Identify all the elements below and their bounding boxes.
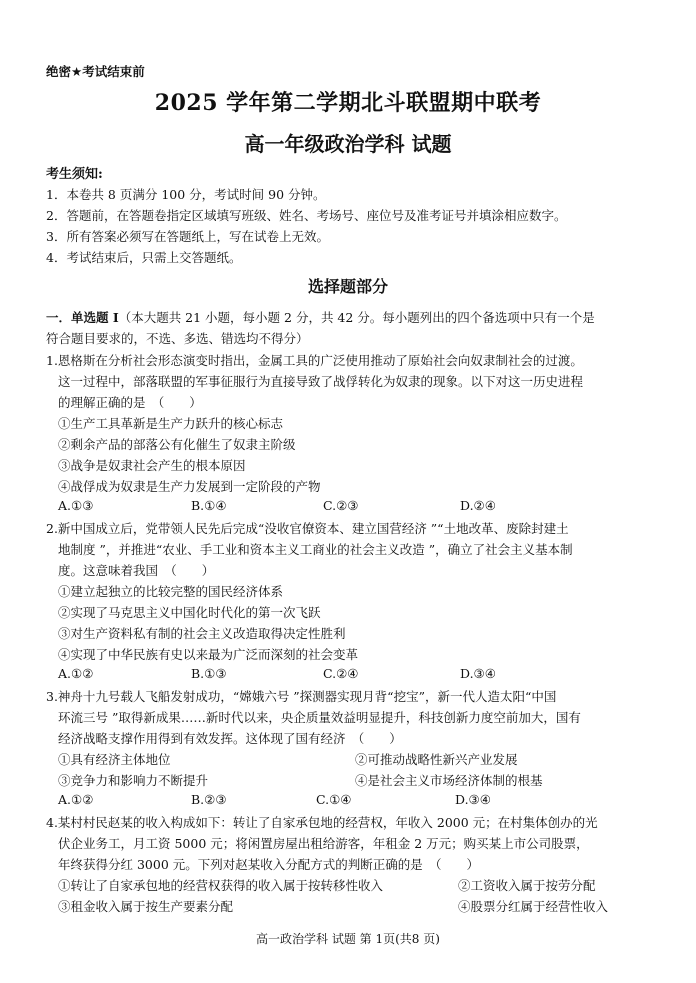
question-2-statement: ②实现了马克思主义中国化时代化的第一次飞跃 bbox=[58, 605, 321, 620]
section-heading-cont: 符合题目要求的，不选、多选、错选均不得分） bbox=[46, 331, 309, 346]
section-heading bbox=[46, 308, 595, 326]
question-3-option-b[interactable]: B.②③ bbox=[191, 792, 227, 807]
question-1-line: 这一过程中，部落联盟的军事征服行为直接导致了战俘转化为奴隶的现象。以下对这一历史进程 bbox=[58, 374, 584, 389]
question-3-option-c[interactable]: C.①④ bbox=[316, 792, 352, 807]
confidential-mark: 绝密★考试结束前 bbox=[46, 64, 145, 79]
notice-item: 3．所有答案必须写在答题纸上，写在试卷上无效。 bbox=[46, 229, 329, 244]
notice-item: 2．答题前，在答题卷指定区域填写班级、姓名、考场号、座位号及准考证号并填涂相应数字。 bbox=[46, 208, 567, 223]
question-2-statement: ③对生产资料私有制的社会主义改造取得决定性胜利 bbox=[58, 626, 346, 641]
question-1-line: 的理解正确的是 （ ） bbox=[58, 395, 202, 410]
question-1-line: 1.恩格斯在分析社会形态演变时指出，金属工具的广泛使用推动了原始社会向奴隶制社会的过渡。 bbox=[46, 353, 583, 368]
question-3-statement: ④是社会主义市场经济体制的根基 bbox=[355, 773, 543, 788]
question-2-line: 地制度 ”，并推进“农业、手工业和资本主义工商业的社会主义改造 ”，确立了社会主义基本制 bbox=[58, 542, 573, 557]
notice-heading: 考生须知: bbox=[46, 167, 103, 182]
question-1-option-b[interactable]: B.①④ bbox=[191, 498, 227, 513]
question-1-option-d[interactable]: D.②④ bbox=[460, 498, 496, 513]
question-3-statement: ①具有经济主体地位 bbox=[58, 752, 171, 767]
question-1-statement: ②剩余产品的部落公有化催生了奴隶主阶级 bbox=[58, 437, 296, 452]
exam-subtitle: 高一年级政治学科 试题 bbox=[244, 132, 452, 156]
question-1-statement: ①生产工具革新是生产力跃升的核心标志 bbox=[58, 416, 284, 431]
section-heading-text: （本大题共 21 小题，每小题 2 分，共 42 分。每小题列出的四个备选项中只有一个是 bbox=[118, 310, 595, 325]
question-4-line: 伏企业务工，月工资 5000 元；将闲置房屋出租给游客，年租金 2 万元；购买某上市公司股票， bbox=[58, 836, 589, 851]
question-2-line: 度。这意味着我国 （ ） bbox=[58, 563, 215, 578]
question-2-option-d[interactable]: D.③④ bbox=[460, 666, 496, 681]
question-1-option-a[interactable]: A.①③ bbox=[58, 498, 94, 513]
question-2-option-c[interactable]: C.②④ bbox=[323, 666, 359, 681]
question-4-statement: ①转让了自家承包地的经营权获得的收入属于按转移性收入 bbox=[58, 878, 384, 893]
question-3-line: 环流三号 ”取得新成果……新时代以来，央企质量效益明显提升，科技创新力度空前加大，国有 bbox=[58, 710, 581, 725]
page-footer: 高一政治学科 试题 第 1页(共8 页) bbox=[256, 932, 440, 946]
section-title: 选择题部分 bbox=[307, 277, 388, 296]
question-4-statement: ④股票分红属于经营性收入 bbox=[458, 899, 609, 914]
question-3-line: 3.神舟十九号载人飞船发射成功，“嫦娥六号 ”探测器实现月背“挖宝”，新一代人造太阳“中国 bbox=[46, 689, 557, 704]
notice-item: 4．考试结束后，只需上交答题纸。 bbox=[46, 250, 242, 265]
question-2-option-b[interactable]: B.①③ bbox=[191, 666, 227, 681]
question-4-statement: ③租金收入属于按生产要素分配 bbox=[58, 899, 234, 914]
question-4-statement: ②工资收入属于按劳分配 bbox=[458, 878, 596, 893]
question-2-statement: ①建立起独立的比较完整的国民经济体系 bbox=[58, 584, 284, 599]
question-1-statement: ③战争是奴隶社会产生的根本原因 bbox=[58, 458, 246, 473]
question-3-line: 经济战略支撑作用得到有效发挥。这体现了国有经济 （ ） bbox=[58, 731, 402, 746]
question-4-line: 4.某村村民赵某的收入构成如下：转让了自家承包地的经营权，年收入 2000 元；在村集体创办的光 bbox=[46, 815, 598, 830]
section-heading-bold: 一．单选题 I bbox=[46, 310, 119, 325]
question-3-option-a[interactable]: A.①② bbox=[58, 792, 94, 807]
question-1-statement: ④战俘成为奴隶是生产力发展到一定阶段的产物 bbox=[58, 479, 321, 494]
question-3-statement: ③竞争力和影响力不断提升 bbox=[58, 773, 209, 788]
question-2-line: 2.新中国成立后，党带领人民先后完成“没收官僚资本、建立国营经济 ”“土地改革、废除封建土 bbox=[46, 521, 569, 536]
exam-title: 2025 学年第二学期北斗联盟期中联考 bbox=[154, 90, 542, 116]
notice-item: 1．本卷共 8 页满分 100 分，考试时间 90 分钟。 bbox=[46, 187, 326, 202]
question-2-statement: ④实现了中华民族有史以来最为广泛而深刻的社会变革 bbox=[58, 647, 359, 662]
question-2-option-a[interactable]: A.①② bbox=[58, 666, 94, 681]
question-1-option-c[interactable]: C.②③ bbox=[323, 498, 359, 513]
question-3-statement: ②可推动战略性新兴产业发展 bbox=[355, 752, 518, 767]
question-3-option-d[interactable]: D.③④ bbox=[455, 792, 491, 807]
question-4-line: 年终获得分红 3000 元。下列对赵某收入分配方式的判断正确的是 （ ） bbox=[58, 857, 480, 872]
